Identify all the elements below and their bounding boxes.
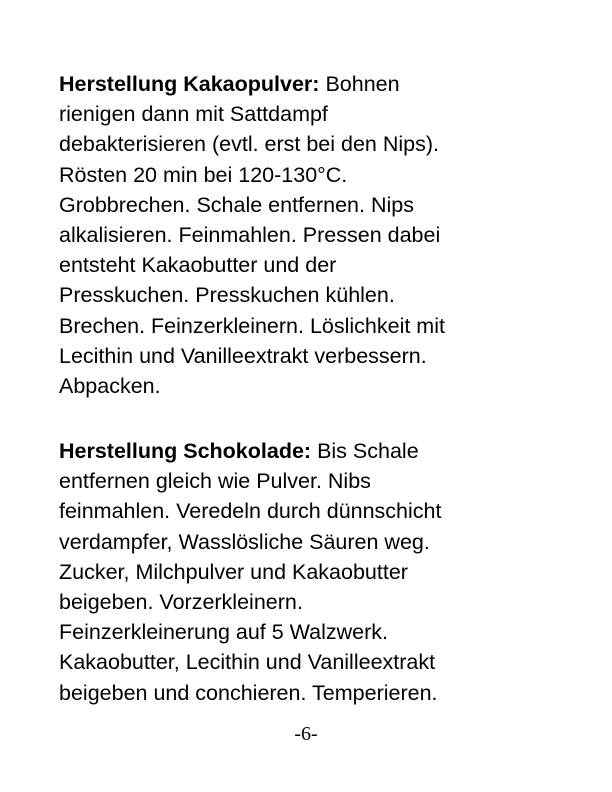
text-line-part: Bis Schale — [311, 439, 419, 463]
text-line: beigeben und conchieren. Temperieren. — [59, 680, 438, 705]
text-line: alkalisieren. Feinmahlen. Pressen dabei — [59, 223, 441, 248]
text-line: Lecithin und Vanilleextrakt verbessern. — [59, 343, 427, 368]
text-line: verdampfer, Wasslösliche Säuren weg. — [59, 529, 430, 554]
text-line: Rösten 20 min bei 120-130°C. — [59, 162, 348, 187]
text-line — [59, 436, 559, 466]
text-line: Kakaobutter, Lecithin und Vanilleextrakt — [59, 650, 436, 675]
text-line: beigeben. Vorzerkleinern. — [59, 590, 303, 615]
text-line: Presskuchen. Presskuchen kühlen. — [59, 283, 395, 308]
text-line: Feinzerkleinerung auf 5 Walzwerk. — [59, 620, 389, 645]
section-heading: Herstellung Schokolade: — [59, 439, 312, 463]
text-line: entsteht Kakaobutter und der — [59, 253, 337, 278]
text-line-part: Bohnen — [319, 72, 400, 96]
text-line — [59, 69, 559, 99]
text-line: Zucker, Milchpulver und Kakaobutter — [59, 559, 408, 584]
text-line: feinmahlen. Veredeln durch dünnschicht — [59, 499, 442, 524]
text-line: rienigen dann mit Sattdampf — [59, 102, 328, 127]
section-kakaopulver — [59, 69, 559, 401]
section-schokolade — [59, 436, 559, 708]
text-line: Grobbrechen. Schale entfernen. Nips — [59, 192, 414, 217]
page-number: -6- — [294, 723, 318, 745]
text-line: debakterisieren (evtl. erst bei den Nips). — [59, 132, 440, 157]
text-line: Brechen. Feinzerkleinern. Löslichkeit mit — [59, 313, 445, 338]
text-line: entfernen gleich wie Pulver. Nibs — [59, 469, 371, 494]
section-heading: Herstellung Kakaopulver: — [59, 72, 320, 96]
text-line: Abpacken. — [59, 374, 161, 399]
